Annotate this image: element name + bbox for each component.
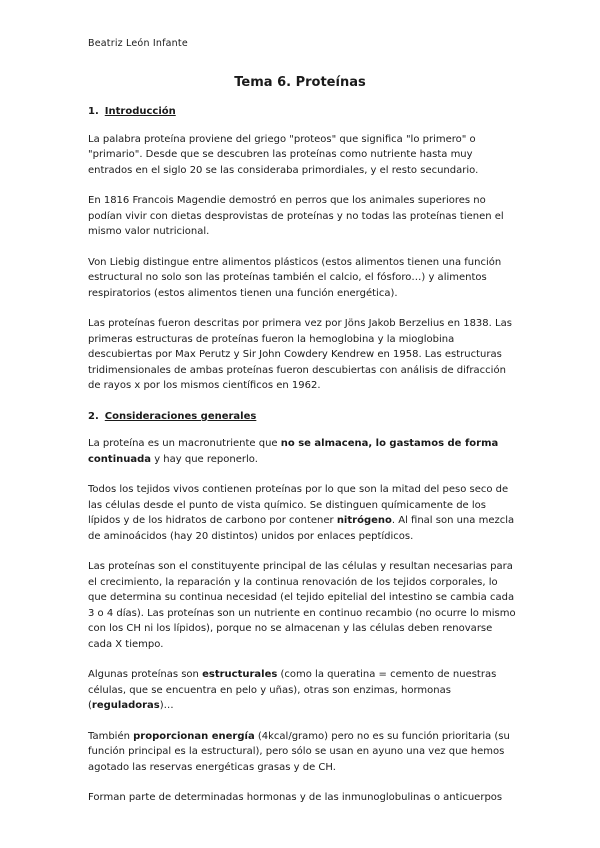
- document-body: [88, 104, 518, 821]
- paragraph: Forman parte de determinadas hormonas y de las inmunoglobulinas o anticuerpos: [88, 792, 503, 803]
- text-run: La proteína es un macronutriente que: [88, 438, 281, 449]
- text-run: Algunas proteínas son: [88, 669, 203, 680]
- document-title: Tema 6. Proteínas: [234, 75, 366, 90]
- text-run: . Al final son una mezcla de aminoácidos (hay 20 distintos) unidos por enlaces peptídicos.: [88, 515, 515, 542]
- paragraph: [88, 729, 518, 776]
- paragraph: [88, 482, 518, 544]
- text-run: )…: [159, 700, 174, 711]
- section-title: Consideraciones generales: [104, 410, 257, 422]
- text-run: Todos los tejidos vivos contienen proteínas por lo que son la mitad del peso seco de las células desde el punto de vista químico. Se distinguen químicamente de los lípidos y de los hidratos de carbono por contener: [88, 484, 509, 526]
- bold-text: estructurales: [202, 669, 278, 680]
- paragraph: [88, 436, 518, 467]
- text-run: También: [88, 730, 134, 742]
- section-number: 2.: [88, 410, 99, 422]
- section-number: 1.: [88, 106, 99, 117]
- text-run: y hay que reponerlo.: [151, 453, 258, 465]
- paragraph: En 1816 Francois Magendie demostró en perros que los animales superiores no podían vivir con dietas desprovistas de proteínas y no todas las proteínas tienen el mismo valor nutricional.: [88, 195, 504, 237]
- paragraph: Las proteínas son el constituyente principal de las células y resultan necesarias para el crecimiento, la reparación y la continua renovación de los tejidos corporales, lo que determina su continua necesidad (el tejido epitelial del intestino se cambia cada 3 o 4 días). Las proteínas son un nutriente en continuo recambio (no ocurre lo mismo con los CH ni los lípidos), porque no se almacenan y las células deben renovarse cada X tiempo.: [88, 561, 516, 650]
- text-run: (como la queratina = cemento de nuestras células, que se encuentra en pelo y uñas), otras son enzimas, hormonas (: [88, 669, 497, 711]
- bold-text: no se almacena, lo gastamos de forma continuada: [88, 438, 499, 465]
- section-heading-introduccion: [88, 104, 518, 120]
- bold-text: nitrógeno: [336, 515, 392, 526]
- bold-text: reguladoras: [91, 700, 160, 711]
- paragraph: Von Liebig distingue entre alimentos plásticos (estos alimentos tienen una función estructural no solo son las proteínas también el calcio, el fósforo…) y alimentos respiratorios (estos alimentos tienen una función energética).: [88, 256, 502, 299]
- paragraph: [88, 667, 518, 714]
- section-heading-consideraciones: [88, 409, 518, 425]
- paragraph: Las proteínas fueron descritas por primera vez por Jöns Jakob Berzelius en 1838. Las primeras estructuras de proteínas fueron la hemoglobina y la mioglobina descubiertas por Max Perutz y Sir John Cowdery Kendrew en 1958. Las estructuras tridimensionales de ambas proteínas fueron descubiertas con análisis de difracción de rayos x por los mismos científicos en 1962.: [88, 318, 512, 391]
- author-name: Beatriz León Infante: [88, 38, 188, 49]
- text-run: (4kcal/gramo) pero no es su función prioritaria (su función principal es la estructural), pero sólo se usan en ayuno una vez que hemos agotado las reservas energéticas grasas y de CH.: [88, 730, 510, 773]
- section-title: Introducción: [104, 106, 176, 117]
- bold-text: proporcionan energía: [133, 730, 255, 742]
- paragraph: La palabra proteína proviene del griego "proteos" que significa "lo primero" o "primario". Desde que se descubren las proteínas como nutriente hasta muy entrados en el siglo 20 se las consideraba primordiales, y el resto secundario.: [88, 133, 479, 176]
